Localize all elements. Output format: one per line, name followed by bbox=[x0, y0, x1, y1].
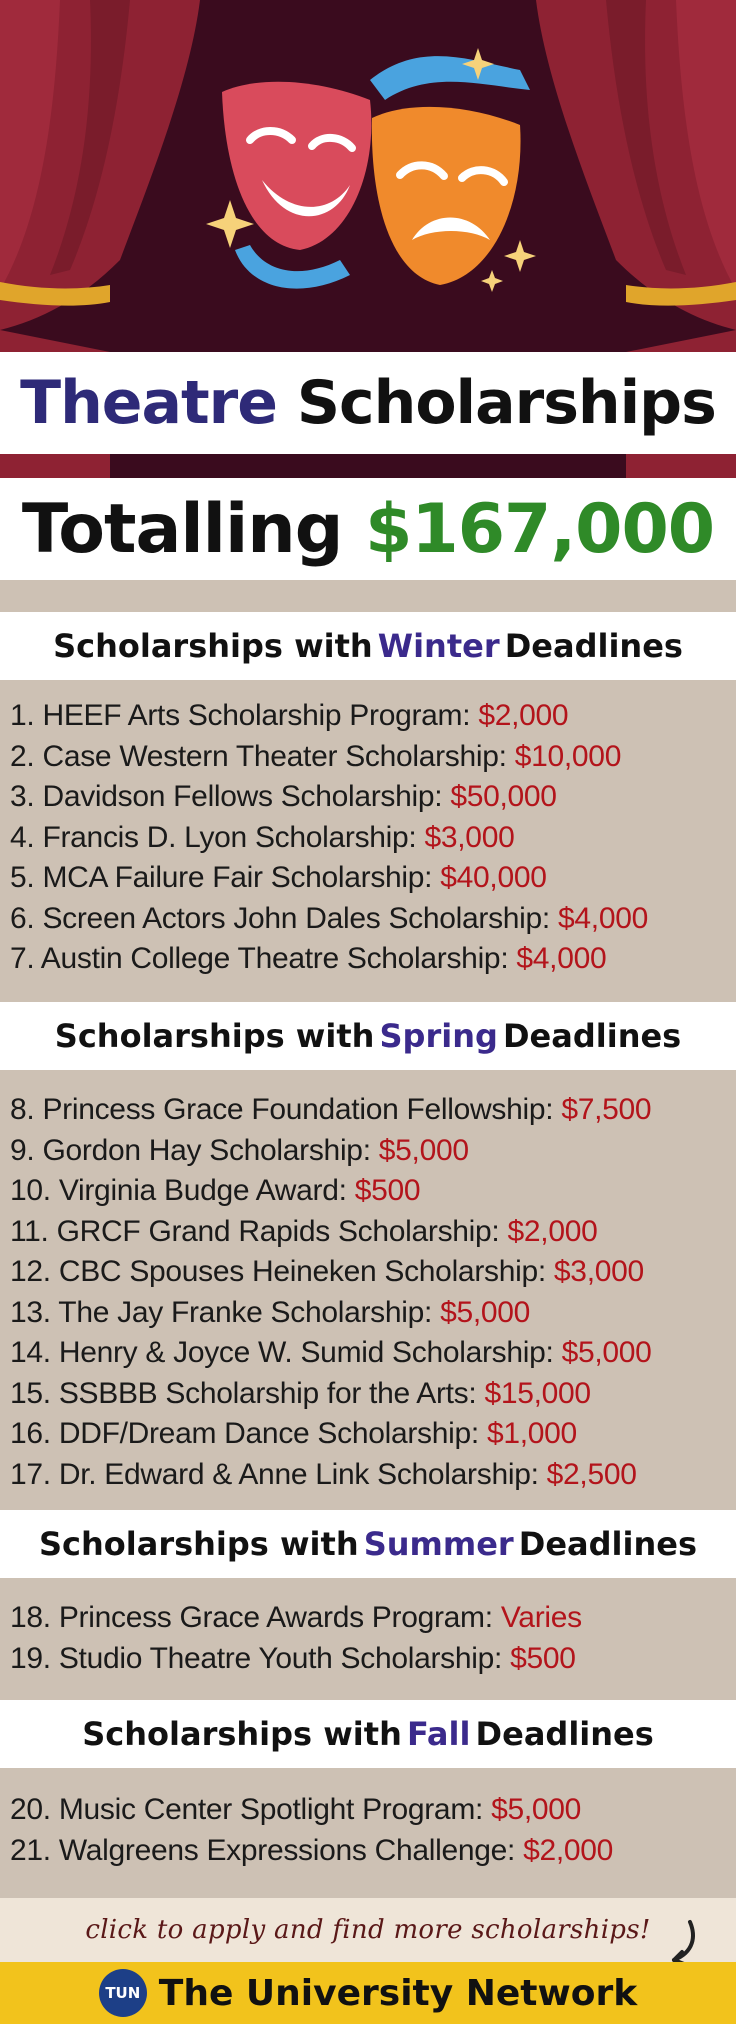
list-item[interactable]: 12. CBC Spouses Heineken Scholarship: $3,000 bbox=[10, 1255, 644, 1288]
list-item[interactable]: 13. The Jay Franke Scholarship: $5,000 bbox=[10, 1295, 531, 1329]
footer-brand[interactable] bbox=[0, 1962, 736, 2024]
winter-list bbox=[0, 696, 736, 980]
list-item[interactable]: 4. Francis D. Lyon Scholarship: $3,000 bbox=[10, 820, 515, 854]
list-item[interactable]: 10. Virginia Budge Award: $500 bbox=[10, 1174, 421, 1207]
spring-list bbox=[0, 1090, 736, 1495]
total-band bbox=[0, 478, 736, 580]
total-label: Totalling bbox=[21, 489, 343, 569]
list-item[interactable]: 2. Case Western Theater Scholarship: $10,000 bbox=[10, 739, 622, 773]
list-item[interactable]: 11. GRCF Grand Rapids Scholarship: $2,000 bbox=[10, 1214, 598, 1248]
list-item[interactable]: 5. MCA Failure Fair Scholarship: $40,000 bbox=[10, 861, 547, 894]
tun-logo: TUN bbox=[99, 1969, 147, 2017]
section-suffix: Deadlines bbox=[502, 1017, 682, 1055]
section-suffix: Deadlines bbox=[504, 627, 683, 665]
section-prefix: Scholarships with bbox=[54, 1017, 375, 1055]
total-heading bbox=[22, 490, 714, 569]
list-item[interactable]: 19. Studio Theatre Youth Scholarship: $500 bbox=[10, 1641, 576, 1675]
section-prefix: Scholarships with bbox=[38, 1525, 359, 1563]
section-suffix: Deadlines bbox=[475, 1715, 654, 1753]
section-season: Winter bbox=[377, 627, 500, 665]
curtain-gap bbox=[0, 454, 736, 478]
title-accent: Theatre bbox=[20, 368, 277, 438]
list-item[interactable]: 21. Walgreens Expressions Challenge: $2,000 bbox=[10, 1833, 614, 1867]
section-prefix: Scholarships with bbox=[82, 1715, 402, 1753]
list-item[interactable]: 6. Screen Actors John Dales Scholarship: $4,000 bbox=[10, 901, 648, 935]
list-item[interactable]: 17. Dr. Edward & Anne Link Scholarship: $2,500 bbox=[10, 1457, 637, 1491]
list-item[interactable]: 3. Davidson Fellows Scholarship: $50,000 bbox=[10, 780, 557, 813]
list-item[interactable]: 20. Music Center Spotlight Program: $5,000 bbox=[10, 1793, 582, 1826]
title-rest: Scholarships bbox=[296, 368, 716, 438]
section-heading-summer bbox=[0, 1510, 736, 1578]
list-item[interactable]: 14. Henry & Joyce W. Sumid Scholarship: $5,000 bbox=[10, 1336, 652, 1369]
list-item[interactable]: 7. Austin College Theatre Scholarship: $4,000 bbox=[10, 942, 607, 975]
page-title bbox=[20, 368, 716, 438]
list-item[interactable]: 8. Princess Grace Foundation Fellowship: $7,500 bbox=[10, 1093, 652, 1126]
title-band bbox=[0, 352, 736, 454]
list-item[interactable]: 1. HEEF Arts Scholarship Program: $2,000 bbox=[10, 699, 569, 732]
section-season: Fall bbox=[406, 1715, 471, 1753]
list-item[interactable]: 18. Princess Grace Awards Program: Varies bbox=[10, 1601, 582, 1634]
hero-illustration bbox=[0, 0, 736, 352]
list-item[interactable]: 16. DDF/Dream Dance Scholarship: $1,000 bbox=[10, 1417, 577, 1450]
section-heading-fall bbox=[0, 1700, 736, 1768]
fall-list bbox=[0, 1790, 736, 1871]
section-prefix: Scholarships with bbox=[53, 627, 373, 665]
brand-name[interactable]: The University Network bbox=[158, 1972, 638, 2014]
total-amount: $167,000 bbox=[365, 489, 715, 569]
section-heading-spring bbox=[0, 1002, 736, 1070]
cta-text[interactable]: click to apply and find more scholarships! bbox=[85, 1915, 651, 1945]
section-season: Summer bbox=[363, 1525, 514, 1563]
section-suffix: Deadlines bbox=[518, 1525, 698, 1563]
summer-list bbox=[0, 1598, 736, 1679]
section-season: Spring bbox=[379, 1017, 498, 1055]
apply-cta[interactable] bbox=[0, 1898, 736, 1962]
list-item[interactable]: 15. SSBBB Scholarship for the Arts: $15,000 bbox=[10, 1376, 591, 1410]
section-heading-winter bbox=[0, 612, 736, 680]
list-item[interactable]: 9. Gordon Hay Scholarship: $5,000 bbox=[10, 1133, 469, 1167]
